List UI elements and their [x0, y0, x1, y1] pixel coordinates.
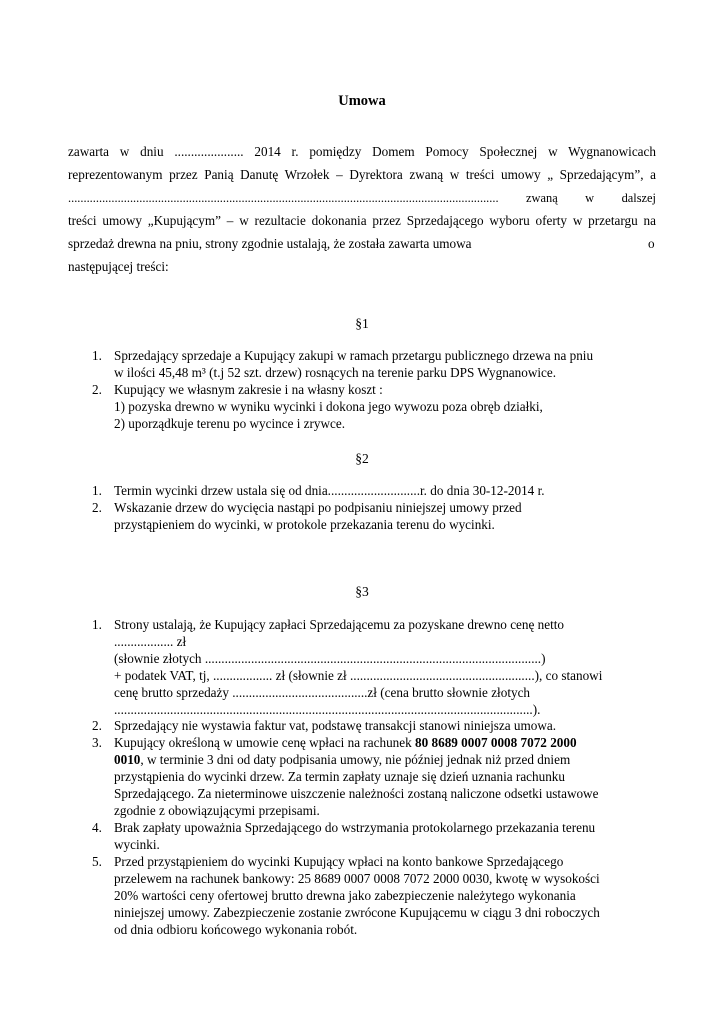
s3-item-4-line-1: Brak zapłaty upoważnia Sprzedającego do wstrzymania protokolarnego przekazania terenu: [114, 820, 596, 835]
s3-item-3-line-2-text: , w terminie 3 dni od daty podpisania umowy, nie później jednak niż przed dniem: [140, 752, 571, 767]
intro-line-5: sprzedaż drewna na pniu, strony zgodnie ustalają, że została zawarta umowa: [68, 236, 472, 251]
s3-item-5-line-4: niniejszej umowy. Zabezpieczenie zostanie zwrócone Kupującemu w ciągu 3 dni roboczych: [114, 905, 600, 920]
s3-item-1-line-6: ...............................................................................................................................).: [114, 702, 541, 717]
s3-item-1-number: 1.: [92, 617, 102, 632]
section-2-heading: §2: [355, 451, 369, 466]
intro-line-3: ........................................................................................................................................... zwaną w dalszej: [68, 191, 656, 205]
s3-item-4-line-2: wycinki.: [114, 837, 160, 852]
intro-line-6: następującej treści:: [68, 259, 169, 274]
s3-item-1-line-3: (słownie złotych ......................................................................................................): [114, 651, 546, 666]
s3-item-3-line-3: przystąpienia do wycinki drzew. Za termin zapłaty uznaje się dzień uznania rachunku: [114, 769, 565, 784]
bank-account-number: 80 8689 0007 0008 7072 2000: [415, 735, 577, 750]
intro-line-1: zawarta w dniu ..................... 2014 r. pomiędzy Domem Pomocy Społecznej w Wygnanowicach: [68, 144, 656, 159]
s3-item-5-line-2: przelewem na rachunek bankowy: 25 8689 0007 0008 7072 2000 0030, kwotę w wysokości: [114, 871, 600, 886]
s2-item-1-line-1: Termin wycinki drzew ustala się od dnia............................r. do dnia 30-12-2014 r.: [114, 483, 545, 498]
s3-item-3-number: 3.: [92, 735, 102, 750]
document-title: Umowa: [338, 93, 386, 109]
s1-item-2-line-1: Kupujący we własnym zakresie i na własny koszt :: [114, 382, 383, 397]
s2-item-2-line-2: przystąpieniem do wycinki, w protokole przekazania terenu do wycinki.: [114, 517, 495, 532]
s3-item-1-line-2: .................. zł: [114, 634, 187, 649]
intro-line-4: treści umowy „Kupującym” – w rezultacie dokonania przez Sprzedającego wyboru oferty w przetargu na: [68, 213, 656, 228]
section-3-heading: §3: [355, 584, 369, 599]
s3-item-5-line-1: Przed przystąpieniem do wycinki Kupujący wpłaci na konto bankowe Sprzedającego: [114, 854, 564, 869]
s3-item-1-line-4: + podatek VAT, tj, .................. zł (słownie zł ........................................................), co stanowi: [114, 668, 603, 683]
s3-item-5-line-5: od dnia odbioru końcowego wykonania robót.: [114, 922, 358, 937]
s3-item-3-line-4: Sprzedającego. Za nieterminowe uiszczenie należności zostaną naliczone odsetki ustawowe: [114, 786, 599, 801]
s3-item-4-number: 4.: [92, 820, 102, 835]
s3-item-2-line-1: Sprzedający nie wystawia faktur vat, podstawę transakcji stanowi niniejsza umowa.: [114, 718, 557, 733]
s1-item-1-line-1: Sprzedający sprzedaje a Kupujący zakupi w ramach przetargu publicznego drzewa na pniu: [114, 348, 594, 363]
s1-item-1-line-2: w ilości 45,48 m³ (t.j 52 szt. drzew) rosnących na terenie parku DPS Wygnanowice.: [114, 365, 557, 380]
intro-line-5-end: o: [648, 236, 655, 251]
s3-item-3-line-1-text: Kupujący określoną w umowie cenę wpłaci na rachunek: [114, 735, 416, 750]
s2-item-2-number: 2.: [92, 500, 102, 515]
bank-account-number-end: 0010: [114, 752, 141, 767]
s1-item-2-line-3: 2) uporządkuje terenu po wycince i zrywce.: [114, 416, 346, 431]
s3-item-2-number: 2.: [92, 718, 102, 733]
s3-item-3-line-2: [114, 752, 664, 769]
intro-line-2: reprezentowanym przez Panią Danutę Wrzołek – Dyrektora zwaną w treści umowy „ Sprzedającym”, a: [68, 167, 656, 182]
s2-item-2-line-1: Wskazanie drzew do wycięcia nastąpi po podpisaniu niniejszej umowy przed: [114, 500, 522, 515]
s1-item-2-number: 2.: [92, 382, 102, 397]
section-1-heading: §1: [355, 316, 369, 331]
s3-item-1-line-1: Strony ustalają, że Kupujący zapłaci Sprzedającemu za pozyskane drewno cenę netto: [114, 617, 565, 632]
s3-item-3-line-5: zgodnie z obowiązującymi przepisami.: [114, 803, 320, 818]
s2-item-1-number: 1.: [92, 483, 102, 498]
s1-item-1-number: 1.: [92, 348, 102, 363]
s3-item-1-line-5: cenę brutto sprzedaży .........................................zł (cena brutto słownie złotych: [114, 685, 531, 700]
s3-item-3-line-1: [114, 735, 664, 752]
s3-item-5-number: 5.: [92, 854, 102, 869]
s1-item-2-line-2: 1) pozyska drewno w wyniku wycinki i dokona jego wywozu poza obręb działki,: [114, 399, 543, 414]
s3-item-5-line-3: 20% wartości ceny ofertowej brutto drewna jako zabezpieczenie należytego wykonania: [114, 888, 576, 903]
